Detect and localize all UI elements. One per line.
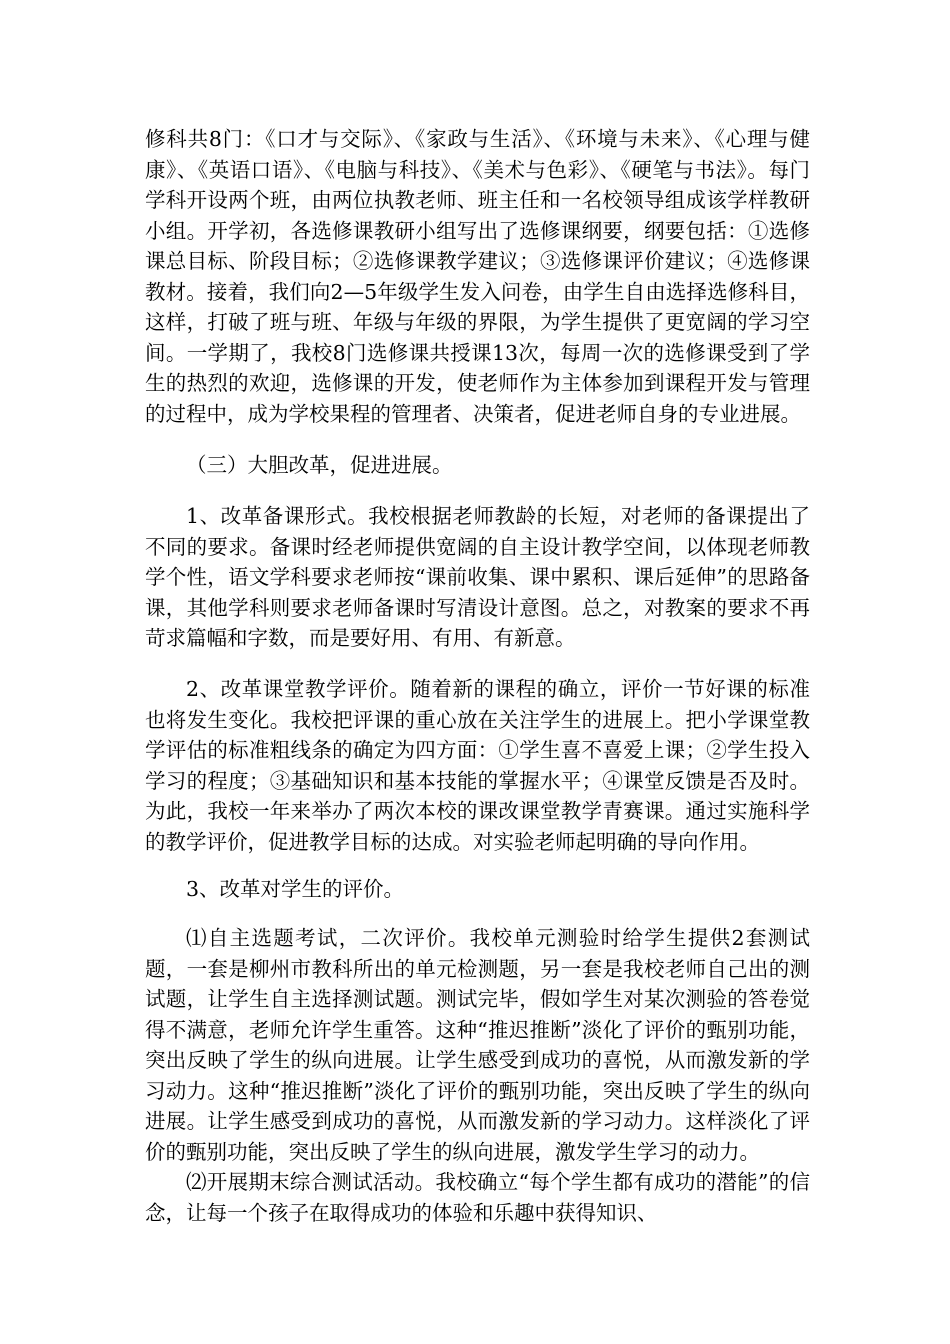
paragraph-elective-courses: 修科共8门：《口才与交际》、《家政与生活》、《环境与未来》、《心理与健康》、《英语口语》、《电脑与科技》、《美术与色彩》、《硬笔与书法》。每门学科开设两个班，由两位执教老师、班主任和一名校领导组成该学样教研小组。开学初，各选修课教研小组写出了选修课纲要，纲要包括：①选修课总目标、阶段目标；②选修课教学建议；③选修课评价建议；④选修课教材。接着，我们向2—5年级学生发入问卷，由学生自由选择选修科目，这样，打破了班与班、年级与年级的界限，为学生提供了更宽阔的学习空间。一学期了，我校8门选修课共授课13次，每周一次的选修课受到了学生的热烈的欢迎，选修课的开发，使老师作为主体参加到课程开发与管理的过程中，成为学校果程的管理者、决策者，促进老师自身的专业进展。: [145, 127, 810, 426]
paragraph-lesson-prep-reform: 1、改革备课形式。我校根据老师教龄的长短，对老师的备课提出了不同的要求。备课时经老师提供宽阔的自主设计教学空间，以体现老师教学个性，语文学科要求老师按“课前收集、课中累积、课后延伸”的思路备课，其他学科则要求老师备课时写清设计意图。总之，对教案的要求不再苛求篇幅和字数，而是要好用、有用、有新意。: [145, 504, 810, 650]
paragraph-classroom-evaluation-reform: 2、改革课堂教学评价。随着新的课程的确立，评价一节好课的标准也将发生变化。我校把评课的重心放在关注学生的进展上。把小学课堂教学评估的标准粗线条的确定为四方面：①学生喜不喜爱上课；②学生投入学习的程度；③基础知识和基本技能的掌握水平；④课堂反馈是否及时。为此，我校一年来举办了两次本校的课改课堂教学青赛课。通过实施科学的教学评价，促进教学目标的达成。对实验老师起明确的导向作用。: [145, 677, 810, 854]
subheading-student-evaluation: 3、改革对学生的评价。: [186, 877, 405, 901]
paragraph-self-selected-exams: ⑴自主选题考试，二次评价。我校单元测验时给学生提供2套测试题，一套是柳州市教科所出的单元检测题，另一套是我校老师自己出的测试题，让学生自主选择测试题。测试完毕，假如学生对某次测验的答卷觉得不满意，老师允许学生重答。这种“推迟推断”淡化了评价的甄别功能，突出反映了学生的纵向进展。让学生感受到成功的喜悦，从而激发新的学习动力。这种“推迟推断”淡化了评价的甄别功能，突出反映了学生的纵向进展。让学生感受到成功的喜悦，从而激发新的学习动力。这样淡化了评价的甄别功能，突出反映了学生的纵向进展，激发学生学习的动力。: [145, 926, 810, 1164]
paragraph-final-comprehensive-test: ⑵开展期末综合测试活动。我校确立“每个学生都有成功的潜能”的信念，让每一个孩子在取得成功的体验和乐趣中获得知识、: [145, 1170, 810, 1225]
section-heading-reform: （三）大胆改革，促进进展。: [186, 453, 453, 477]
